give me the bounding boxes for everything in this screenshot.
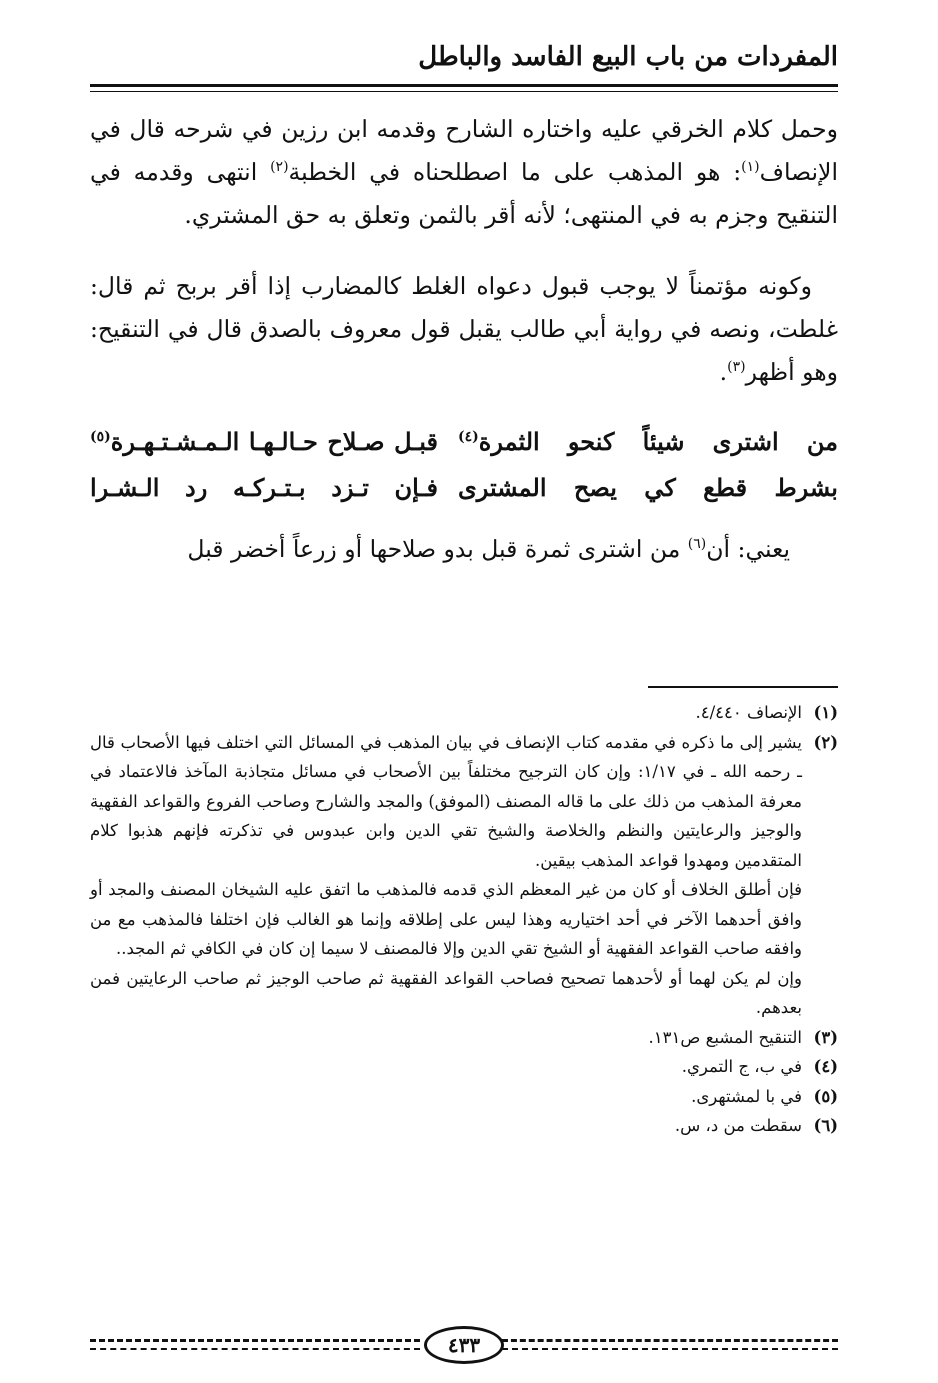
poem-line-2-first-hemistich: بشرط قطع كي يصح المشترى (458, 472, 838, 502)
footer-dashed-rule-left (90, 1339, 420, 1342)
footer-dashed-rule-left-2 (90, 1348, 420, 1350)
footnote-number: (١) (813, 703, 838, 722)
footnote-number: (٤) (813, 1057, 838, 1076)
footnote-text: يشير إلى ما ذكره في مقدمه كتاب الإنصاف في بيان المذهب في المسائل التي اختلف فيها الأصحاب قال ـ رحمه الله ـ في ١/١٧: وإن كان الترجيح مختلفاً بين الأصحاب في مسائل متجاذبة المآخذ فالاعتماد في معرفة المذهب من ذلك على ما قاله المصنف (الموفق) والمجد والشارح وصاحب الفروع والقواعد الفقهية والوجيز والرعايتين والنظم والخلاصة والشيخ تقي الدين وابن عبدوس في تذكرته فإنهم هذبوا كلام المتقدمين ومهدوا قواعد المذهب بيقين. (90, 732, 802, 870)
paragraph-1 (90, 108, 838, 237)
footnotes (90, 698, 838, 1141)
paragraph-1-text-a: وحمل كلام الخرقي عليه واختاره الشارح وقدمه ابن رزين في شرحه قال في الإنصاف (90, 115, 838, 186)
header-rule-thick (90, 84, 838, 87)
paragraph-2-text-b: . (719, 358, 728, 386)
paragraph-2 (90, 265, 838, 394)
footnote-text: سقطت من د، س. (674, 1116, 802, 1135)
poem-line-1 (90, 418, 838, 464)
footnote-ref-3: (٣) (727, 359, 746, 376)
page (90, 38, 838, 1357)
footnote-text: في ب، ج التمري. (681, 1057, 802, 1076)
poem-line-1-first-hemistich: من اشترى شيئاً كنحو الثمرة$^{(٤)}$ (458, 426, 838, 456)
footnote-3 (90, 1023, 838, 1053)
running-header (90, 38, 838, 96)
footnote-ref-1: (١) (741, 159, 760, 176)
paragraph-2-text-a: وكونه مؤتمناً لا يوجب قبول دعواه الغلط كالمضارب إذا أقر بربح ثم قال: غلطت، ونصه في رواية أبي طالب يقبل قول معروف بالصدق قال في التنقيح: وهو أظهر (90, 272, 838, 386)
footnote-4 (90, 1052, 838, 1082)
footnote-text: وإن لم يكن لهما أو لأحدهما تصحيح فصاحب القواعد الفقهية ثم صاحب الوجيز ثم صاحب الرعايتين فمن بعدهم. (90, 968, 802, 1017)
footnote-number: (٣) (813, 1027, 838, 1047)
poem-line-2 (90, 464, 838, 510)
footnote-ref-6: (٦) (687, 536, 707, 553)
footnote-separator (648, 686, 838, 688)
footnote-2 (90, 728, 838, 1023)
footnote-text: التنقيح المشبع ص١٣١. (648, 1027, 802, 1047)
footnote-text: في با لمشتهرى. (691, 1086, 802, 1106)
footnote-number: (٥) (813, 1086, 838, 1106)
page-number: ٤٣٣ (424, 1326, 504, 1364)
footnote-number: (٦) (813, 1116, 838, 1135)
footnote-text: فإن أطلق الخلاف أو كان من غير المعظم الذي قدمه فالمذهب ما اتفق عليه الشيخان المصنف والمجد أو وافق أحدهما الآخر في أحد اختياريه وهذا ليس على إطلاقه وإنما هو الغالب فإن اختلفا فالمذهب مع من وافقه صاحب القواعد الفقهية أو الشيخ تقي الدين وإلا فالمصنف لا سيما إن كان في الكافي ثم المجد.. (90, 880, 802, 958)
footnote-ref-4: (٤) (458, 428, 479, 445)
footnote-ref-2: (٢) (270, 159, 289, 176)
paragraph-3 (90, 528, 838, 571)
footnote-ref-5: (٥) (90, 428, 111, 445)
poem-line-1-second-hemistich: قبـل صـلاح حـالـهـا الـمـشـتـهـرة$^{(٥)}$ (90, 426, 438, 456)
footnote-6 (90, 1111, 838, 1141)
page-footer (90, 1326, 838, 1366)
paragraph-1-text-b: : هو المذهب على ما اصطلحناه في الخطبة (288, 158, 742, 186)
footnote-5 (90, 1082, 838, 1112)
header-title: المفردات من باب البيع الفاسد والباطل (418, 42, 838, 72)
footer-dashed-rule-right-2 (502, 1348, 838, 1350)
header-rule-thin (90, 91, 838, 92)
footer-dashed-rule-right (502, 1339, 838, 1342)
footnote-number: (٢) (813, 732, 838, 752)
paragraph-3-text-a: يعني: أن (706, 535, 790, 563)
paragraph-1-text-c: انتهى وقدمه في التنقيح وجزم به في المنتهى؛ لأنه أقر بالثمن وتعلق به حق المشتري. (90, 158, 838, 229)
poem-verse (90, 418, 838, 510)
footnote-text: الإنصاف ٤/٤٤٠. (695, 703, 802, 722)
poem-line-2-second-hemistich: فـإن تـزد بـتـركـه رد الـشـرا (90, 472, 438, 502)
footnote-1 (90, 698, 838, 728)
paragraph-3-text-b: من اشترى ثمرة قبل بدو صلاحها أو زرعاً أخضر قبل (187, 535, 688, 563)
